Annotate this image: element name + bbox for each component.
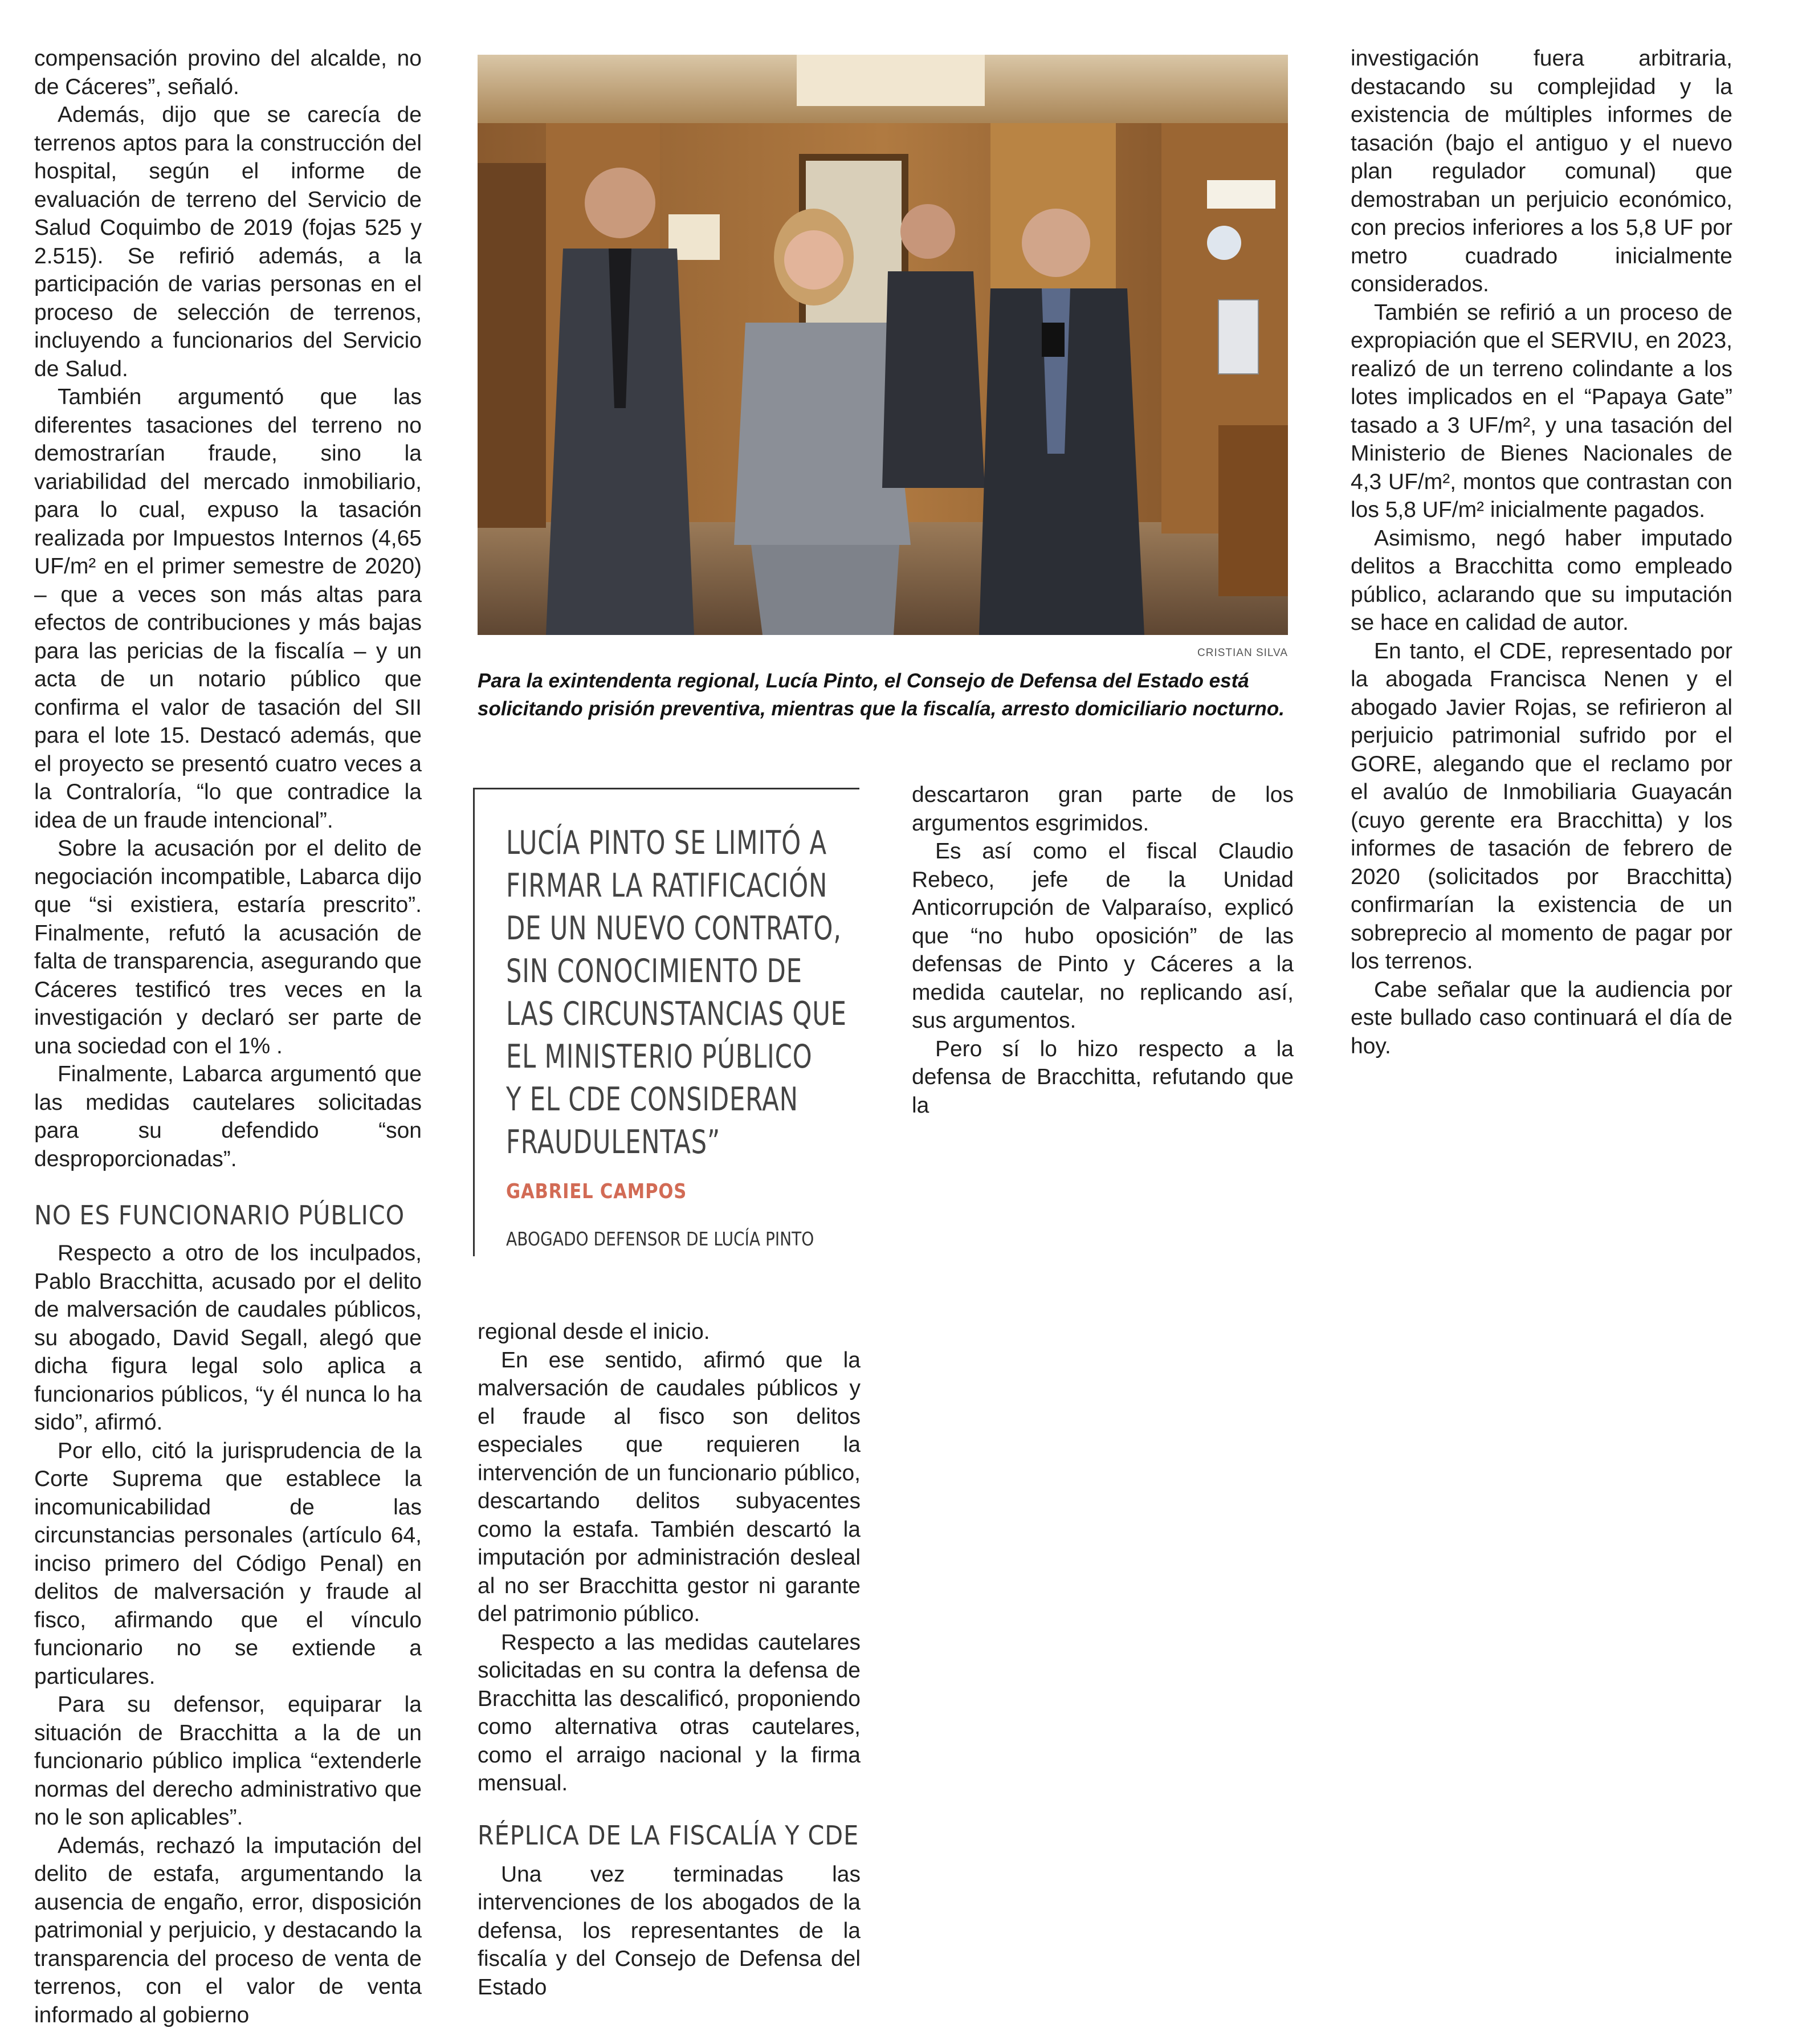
divider (473, 788, 475, 1256)
news-photo (478, 55, 1288, 635)
paragraph: Además, rechazó la imputación del delito de estafa, argumentando la ausencia de engaño, error, disposición patrimonial y perjuicio, y destacando la transparencia del proceso de venta de terrenos, con el valor de venta informado al gobierno (34, 1833, 422, 2027)
paragraph: regional desde el inicio. (478, 1320, 710, 1344)
article-column-4 (1351, 44, 1732, 1060)
paragraph: Respecto a otro de los inculpados, Pablo Bracchitta, acusado por el delito de malversación de caudales públicos, su abogado, David Segall, alegó que dicha figura legal solo aplica a funcionarios públicos, “y él nunca lo ha sido”, afirmó. (34, 1241, 422, 1435)
paragraph: Finalmente, Labarca argumentó que las medidas cautelares solicitadas para su defendido “son desproporcionadas”. (34, 1062, 422, 1171)
quote-line: FRAUDULENTAS” (506, 1123, 721, 1161)
photo-credit: CRISTIAN SILVA (1197, 647, 1288, 659)
paragraph: Respecto a las medidas cautelares solicitadas en su contra la defensa de Bracchitta las descalificó, proponiendo como alternativa otras cautelares, como el arraigo nacional y la firma mensual. (478, 1630, 861, 1795)
quote-line: LAS CIRCUNSTANCIAS QUE (506, 995, 847, 1033)
courthouse-hallway-illustration (478, 55, 1288, 635)
paragraph: También argumentó que las diferentes tasaciones del terreno no demostrarían fraude, sino la variabilidad del mercado inmobiliario, para lo cual, expuso la tasación realizada por Impuestos Internos (4,65 UF/m² en el primer semestre de 2020) – que a veces son más altas para efectos de contribuciones y más bajas para las pericias de la fiscalía – y un acta de un notario público que confirma el valor de tasación del SII para el lote 15. Destacó además, que el proyecto se presentó cuatro veces a la Contraloría, “lo que contradice la idea de un fraude intencional”. (34, 385, 422, 833)
paragraph: También se refirió a un proceso de expropiación que el SERVIU, en 2023, realizó de un terreno colindante a los lotes implicados en el “Papaya Gate” tasado a 3 UF/m², y una tasación del Ministerio de Bienes Nacionales de 4,3 UF/m², montos que contrastan con los 5,8 UF/m² inicialmente pagados. (1351, 300, 1732, 522)
paragraph: Es así como el fiscal Claudio Rebeco, jefe de la Unidad Anticorrupción de Valparaíso, explicó que “no hubo oposición” de las defensas de Pinto y Cáceres a la medida cautelar, no replicando así, sus argumentos. (912, 839, 1294, 1033)
section-subhead: NO ES FUNCIONARIO PÚBLICO (34, 1200, 405, 1231)
quote-line: EL MINISTERIO PÚBLICO (506, 1038, 813, 1076)
article-column-1 (34, 44, 422, 2029)
quote-author: GABRIEL CAMPOS (506, 1180, 687, 1203)
paragraph: Sobre la acusación por el delito de negociación incompatible, Labarca dijo que “si existiera, estaría prescrito”. Finalmente, refutó la acusación de falta de transparencia, asegurando que Cáceres testificó tres veces en la investigación y declaró ser parte de una sociedad con el 1% . (34, 836, 422, 1058)
article-column-2 (478, 1318, 861, 2001)
paragraph: Asimismo, negó haber imputado delitos a Bracchitta como empleado público, aclarando que su imputación se hace en calidad de autor. (1351, 526, 1732, 635)
article-column-3 (912, 781, 1294, 1119)
section-subhead: RÉPLICA DE LA FISCALÍA Y CDE (478, 1819, 859, 1851)
quote-line: Y EL CDE CONSIDERAN (506, 1081, 798, 1118)
quote-line: DE UN NUEVO CONTRATO, (506, 910, 842, 947)
quote-line: SIN CONOCIMIENTO DE (506, 952, 802, 990)
pull-quote-text (506, 822, 847, 1164)
quote-author-role: ABOGADO DEFENSOR DE LUCÍA PINTO (506, 1228, 814, 1250)
paragraph: Pero sí lo hizo respecto a la defensa de Bracchitta, refutando que la (912, 1036, 1294, 1118)
paragraph: descartaron gran parte de los argumentos esgrimidos. (912, 783, 1294, 836)
quote-line: FIRMAR LA RATIFICACIÓN (506, 867, 828, 905)
paragraph: compensación provino del alcalde, no de Cáceres”, señaló. (34, 46, 422, 99)
pull-quote (473, 788, 859, 1260)
paragraph: En tanto, el CDE, representado por la abogada Francisca Nenen y el abogado Javier Rojas, se refirieron al perjuicio patrimonial sufrido por el GORE, alegando que el reclamo por el avalúo de Inmobiliaria Guayacán (cuyo gerente era Bracchitta) y los informes de tasación de febrero de 2020 (solicitados por Bracchitta) confirmarían la existencia de un sobreprecio al momento de pagar por los terrenos. (1351, 638, 1732, 974)
paragraph: En ese sentido, afirmó que la malversación de caudales públicos y el fraude al fisco son delitos especiales que requieren la intervención de un funcionario público, descartando delitos subyacentes como la estafa. También descartó la imputación por administración desleal al no ser Bracchitta gestor ni garante del patrimonio público. (478, 1347, 861, 1626)
quote-line: LUCÍA PINTO SE LIMITÓ A (506, 824, 827, 862)
paragraph: Cabe señalar que la audiencia por este bullado caso continuará el día de hoy. (1351, 977, 1732, 1058)
photo-caption: Para la exintendenta regional, Lucía Pinto, el Consejo de Defensa del Estado está solicitando prisión preventiva, mientras que la fiscalía, arresto domiciliario nocturno. (478, 670, 1285, 720)
paragraph: Para su defensor, equiparar la situación de Bracchitta a la de un funcionario público implica “extenderle normas del derecho administrativo que no le son aplicables”. (34, 1692, 422, 1830)
paragraph: Una vez terminadas las intervenciones de los abogados de la defensa, los representantes de la fiscalía y del Consejo de Defensa del Estado (478, 1862, 861, 2000)
paragraph: Además, dijo que se carecía de terrenos aptos para la construcción del hospital, según el informe de evaluación de terreno del Servicio de Salud Coquimbo de 2019 (fojas 525 y 2.515). Se refirió además, a la participación de varias personas en el proceso de selección de terrenos, incluyendo a funcionarios del Servicio de Salud. (34, 103, 422, 381)
paragraph: Por ello, citó la jurisprudencia de la Corte Suprema que establece la incomunicabilidad de las circunstancias personales (artículo 64, inciso primero del Código Penal) en delitos de malversación y fraude al fisco, afirmando que el vínculo funcionario no se extiende a particulares. (34, 1438, 422, 1689)
divider (473, 788, 859, 789)
paragraph: investigación fuera arbitraria, destacando su complejidad y la existencia de múltiples informes de tasación (bajo el antiguo y el nuevo plan regulador comunal) que demostraban un perjuicio económico, con precios inferiores a los 5,8 UF por metro cuadrado inicialmente considerados. (1351, 46, 1732, 296)
